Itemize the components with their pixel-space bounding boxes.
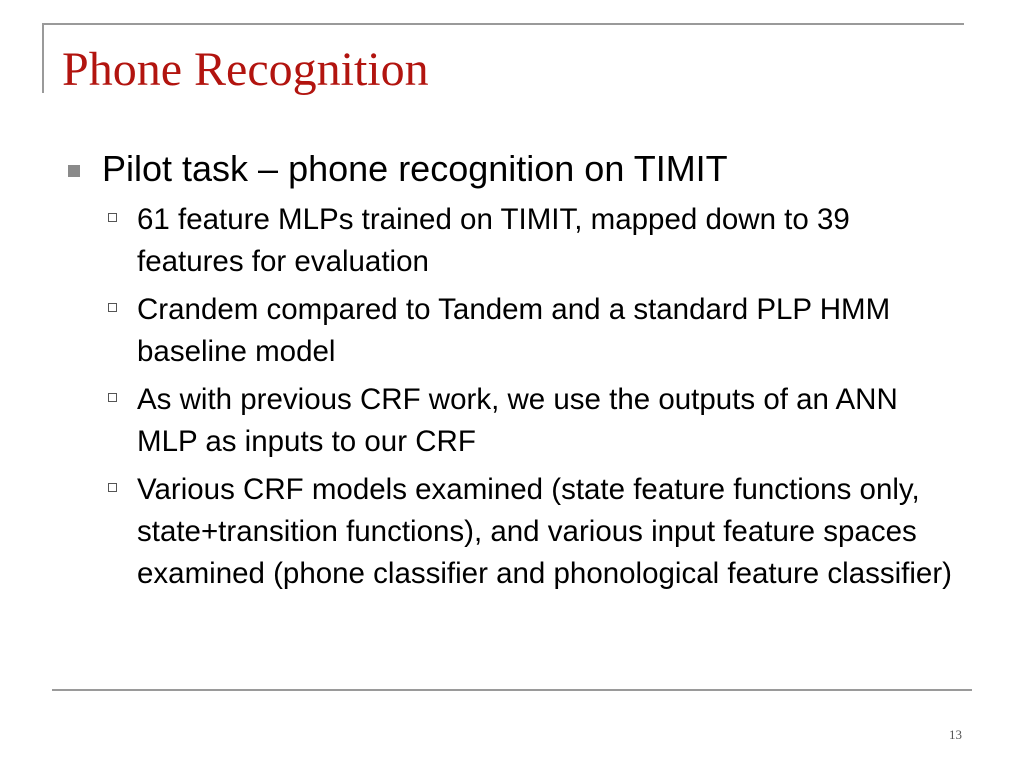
sub-bullet-item (62, 289, 962, 373)
sub-bullet-text: 61 feature MLPs trained on TIMIT, mapped down to 39 features for evaluation (137, 203, 850, 278)
title-frame-left-line (42, 23, 44, 93)
page-number: 13 (949, 727, 962, 742)
footer-divider (52, 689, 972, 691)
slide-title: Phone Recognition (62, 43, 429, 96)
hollow-square-bullet-icon (108, 213, 117, 222)
sub-bullet-text: Various CRF models examined (state feature functions only, state+transition functions), and various input feature spaces examined (phone classifier and phonological feature classifier) (137, 473, 952, 590)
sub-bullet-item (62, 469, 962, 595)
title-frame-top-line (42, 23, 964, 25)
sub-bullet-text: Crandem compared to Tandem and a standard PLP HMM baseline model (137, 293, 891, 368)
main-bullet-item (62, 147, 962, 191)
main-bullet-text: Pilot task – phone recognition on TIMIT (102, 148, 728, 189)
sub-bullet-item (62, 199, 962, 283)
hollow-square-bullet-icon (108, 303, 117, 312)
sub-bullet-item (62, 379, 962, 463)
square-bullet-icon (68, 165, 80, 177)
hollow-square-bullet-icon (108, 483, 117, 492)
slide-content (62, 147, 962, 601)
sub-bullet-text: As with previous CRF work, we use the outputs of an ANN MLP as inputs to our CRF (137, 383, 898, 458)
hollow-square-bullet-icon (108, 393, 117, 402)
